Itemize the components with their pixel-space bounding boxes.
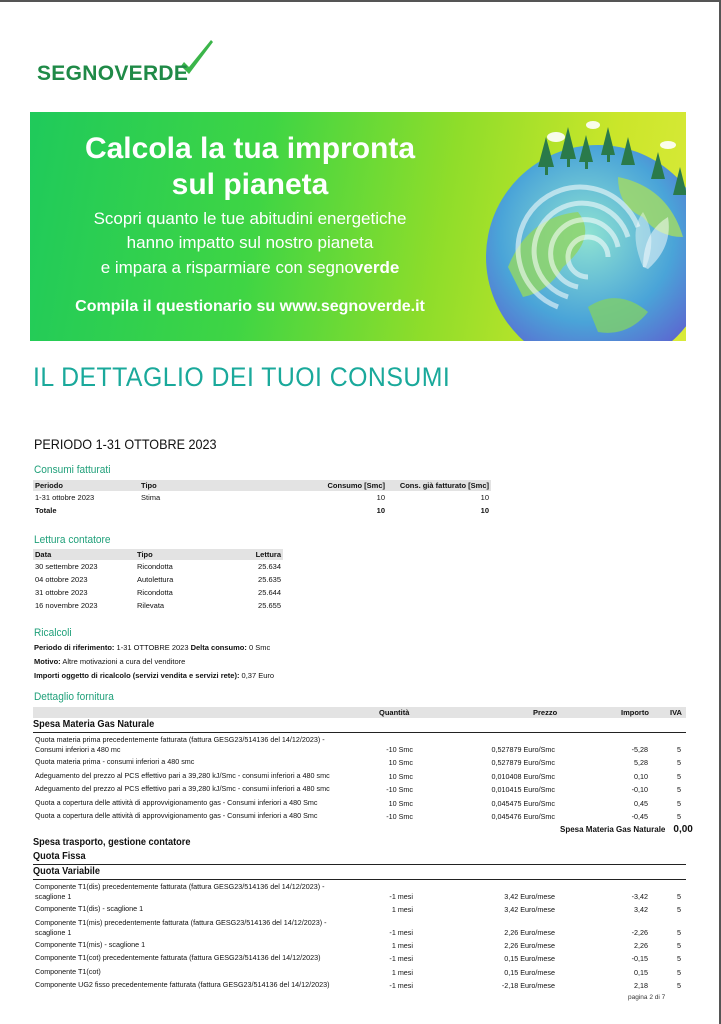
row-price: 0,045475 Euro/Smc xyxy=(491,798,555,808)
cell: 30 settembre 2023 xyxy=(35,562,98,571)
cell: Stima xyxy=(141,493,161,502)
group-materia: Spesa Materia Gas Naturale xyxy=(33,719,155,730)
row-vat: 5 xyxy=(677,771,681,781)
col-header: Data xyxy=(35,550,52,559)
col-header-quantita: Quantità xyxy=(379,708,410,717)
table-row xyxy=(33,491,491,504)
table-row xyxy=(33,573,283,586)
row-amount: -2,26 xyxy=(631,927,648,937)
row-vat: 5 xyxy=(677,927,681,937)
dettaglio-header-row xyxy=(33,707,686,718)
row-vat: 5 xyxy=(677,758,681,767)
ricalcoli-line-1 xyxy=(34,643,270,652)
row-quantity: -1 mesi xyxy=(389,892,413,901)
table-row xyxy=(33,939,686,953)
row-description: Quota a copertura delle attività di approvvigionamento gas - Consumi inferiori a 480 Smc xyxy=(35,811,318,820)
row-price: 0,15 Euro/mese xyxy=(504,967,555,977)
col-header: Tipo xyxy=(137,550,153,559)
row-description: Componente UG2 fisso precedentemente fatturata (fattura GESG23/514136 del 14/12/2023) xyxy=(35,980,330,989)
row-vat: 5 xyxy=(677,954,681,963)
row-vat: 5 xyxy=(677,905,681,914)
consumi-heading: Consumi fatturati xyxy=(34,464,111,476)
cell: Ricondotta xyxy=(137,562,173,571)
row-amount: -5,28 xyxy=(631,745,648,754)
table-row xyxy=(33,797,686,811)
row-price: 3,42 Euro/mese xyxy=(504,892,555,901)
row-description: Componente T1(dis) precedentemente fatturata (fattura GESG23/514136 del 14/12/2023) - xyxy=(35,882,325,891)
row-vat: 5 xyxy=(677,892,681,901)
group-quota-variabile: Quota Variabile xyxy=(33,866,100,877)
ricalcoli-line-3 xyxy=(34,671,274,680)
col-header-iva: IVA xyxy=(670,708,682,717)
cell: 10 xyxy=(480,493,489,502)
banner-subtitle-text: e impara a risparmiare con segno xyxy=(100,258,354,277)
row-amount: 0,10 xyxy=(634,771,648,781)
row-quantity: 1 mesi xyxy=(391,940,413,950)
table-row xyxy=(33,979,686,993)
logo-text: SEGNOVERDE xyxy=(37,62,189,85)
row-quantity: 10 Smc xyxy=(388,758,413,767)
row-price: 0,010408 Euro/Smc xyxy=(491,771,555,781)
table-row xyxy=(33,734,686,756)
row-description: Adeguamento del prezzo al PCS effettivo pari a 39,280 kJ/Smc - consumi inferiori a 480 smc xyxy=(35,770,330,780)
cell: 10 xyxy=(480,506,489,515)
page-number: pagina 2 di 7 xyxy=(628,994,666,1001)
cell: Rilevata xyxy=(137,601,165,610)
row-quantity: -1 mesi xyxy=(389,981,413,990)
label: Periodo di riferimento: xyxy=(34,643,115,652)
earth-globe-illustration xyxy=(468,117,686,341)
row-description: Adeguamento del prezzo al PCS effettivo pari a 39,280 kJ/Smc - consumi inferiori a 480 smc xyxy=(35,784,330,793)
row-quantity: -10 Smc xyxy=(386,812,413,821)
cell xyxy=(139,504,263,517)
table-row xyxy=(33,881,686,903)
table-header-row xyxy=(33,549,283,560)
col-header-importo: Importo xyxy=(621,708,649,717)
row-quantity: -10 Smc xyxy=(386,745,413,754)
cell: Autolettura xyxy=(137,575,174,584)
ricalcoli-line-2 xyxy=(34,657,185,666)
label: Importi oggetto di ricalcolo (servizi vendita e servizi rete): xyxy=(34,671,240,680)
row-description: Quota materia prima - consumi inferiori a 480 smc xyxy=(35,757,195,766)
cell: 25.655 xyxy=(258,601,281,610)
table-row xyxy=(33,783,686,797)
materia-subtotal xyxy=(560,824,693,835)
row-price: 0,045476 Euro/Smc xyxy=(491,812,555,821)
cell: 10 xyxy=(376,506,385,515)
row-price: 3,42 Euro/mese xyxy=(504,905,555,914)
table-row xyxy=(33,966,686,980)
value: 0 Smc xyxy=(246,643,271,652)
table-row xyxy=(33,586,283,599)
banner-subtitle-line1: Scopri quanto le tue abitudini energetiche xyxy=(93,209,407,228)
row-amount: 3,42 xyxy=(634,905,648,914)
cell: 31 ottobre 2023 xyxy=(35,588,88,597)
table-row xyxy=(33,560,283,573)
table-row xyxy=(33,599,283,612)
col-header-prezzo: Prezzo xyxy=(533,708,558,717)
row-description: Componente T1(mis) - scaglione 1 xyxy=(35,939,146,949)
cell: 04 ottobre 2023 xyxy=(35,575,88,584)
cell: Ricondotta xyxy=(137,588,173,597)
cell: Totale xyxy=(35,506,57,515)
table-row xyxy=(33,952,686,966)
row-vat: 5 xyxy=(677,798,681,808)
row-price: 2,26 Euro/mese xyxy=(504,940,555,950)
value: 0,37 Euro xyxy=(239,671,275,680)
row-quantity: 10 Smc xyxy=(388,798,413,808)
table-row xyxy=(33,810,686,824)
table-row xyxy=(33,756,686,770)
row-vat: 5 xyxy=(677,967,681,977)
table-row xyxy=(33,770,686,784)
row-description: Componente T1(cot) precedentemente fatturata (fattura GESG23/514136 del 14/12/2023) xyxy=(35,953,321,962)
col-header: Consumo [Smc] xyxy=(327,481,385,490)
total-row xyxy=(33,504,491,517)
label: Delta consumo: xyxy=(190,643,247,652)
group-quota-fissa: Quota Fissa xyxy=(33,851,86,862)
subtotal-label: Spesa Materia Gas Naturale xyxy=(560,825,666,834)
row-quantity: -1 mesi xyxy=(389,927,413,937)
cell: 16 novembre 2023 xyxy=(35,601,98,610)
col-header: Lettura xyxy=(255,550,281,559)
row-quantity: -10 Smc xyxy=(386,785,413,794)
col-header: Periodo xyxy=(35,481,63,490)
row-price: 0,527879 Euro/Smc xyxy=(491,758,555,767)
divider xyxy=(33,732,686,733)
row-price: 0,527879 Euro/Smc xyxy=(491,745,555,754)
lettura-table xyxy=(33,549,283,612)
group-trasporto: Spesa trasporto, gestione contatore xyxy=(33,837,191,848)
cell: 25.634 xyxy=(258,562,281,571)
subtotal-value: 0,00 xyxy=(673,824,693,835)
row-vat: 5 xyxy=(677,940,681,950)
banner-cta[interactable]: Compila il questionario su www.segnoverde.it xyxy=(75,298,425,315)
divider xyxy=(33,864,686,865)
dettaglio-heading: Dettaglio fornitura xyxy=(34,691,114,703)
row-description: Componente T1(dis) - scaglione 1 xyxy=(35,904,144,913)
row-quantity: -1 mesi xyxy=(389,954,413,963)
banner-brand-word: verde xyxy=(353,258,400,277)
segnoverde-logo xyxy=(37,40,237,86)
row-vat: 5 xyxy=(677,745,681,754)
banner-title-line1: Calcola la tua impronta xyxy=(84,132,416,165)
row-description-cont: Consumi inferiori a 480 mc xyxy=(35,745,121,754)
row-amount: 2,18 xyxy=(634,981,648,990)
value: Altre motivazioni a cura del venditore xyxy=(60,657,186,666)
col-header: Cons. già fatturato [Smc] xyxy=(399,481,489,490)
cell: 25.635 xyxy=(258,575,281,584)
row-amount: 0,45 xyxy=(634,798,648,808)
row-quantity: 1 mesi xyxy=(391,905,413,914)
banner-subtitle-line3 xyxy=(30,257,470,279)
table-header-row xyxy=(33,480,491,491)
period-heading: PERIODO 1-31 OTTOBRE 2023 xyxy=(34,436,217,452)
table-row xyxy=(33,903,686,917)
row-description: Componente T1(mis) precedentemente fatturata (fattura GESG23/514136 del 14/12/2023) - xyxy=(35,917,327,927)
row-description-cont: scaglione 1 xyxy=(35,927,72,937)
row-amount: 0,15 xyxy=(634,967,648,977)
row-amount: -3,42 xyxy=(631,892,648,901)
divider xyxy=(33,879,686,880)
row-amount: -0,10 xyxy=(631,785,648,794)
promo-banner[interactable] xyxy=(30,112,686,341)
lettura-heading: Lettura contatore xyxy=(34,534,111,546)
row-description: Quota materia prima precedentemente fatturata (fattura GESG23/514136 del 14/12/2023) - xyxy=(35,735,325,744)
ricalcoli-heading: Ricalcoli xyxy=(34,627,72,639)
row-description: Quota a copertura delle attività di approvvigionamento gas - Consumi inferiori a 480 Smc xyxy=(35,797,318,807)
cell: 25.644 xyxy=(258,588,281,597)
row-amount: -0,15 xyxy=(631,954,648,963)
row-amount: -0,45 xyxy=(631,812,648,821)
row-vat: 5 xyxy=(677,812,681,821)
row-quantity: 10 Smc xyxy=(388,771,413,781)
row-amount: 5,28 xyxy=(634,758,648,767)
banner-title-line2: sul pianeta xyxy=(171,168,329,201)
row-quantity: 1 mesi xyxy=(391,967,413,977)
row-price: 0,15 Euro/mese xyxy=(504,954,555,963)
col-header: Tipo xyxy=(141,481,157,490)
table-row xyxy=(33,917,686,939)
cell: 1-31 ottobre 2023 xyxy=(35,493,95,502)
row-vat: 5 xyxy=(677,981,681,990)
page-frame-top xyxy=(0,0,721,2)
label: Motivo: xyxy=(34,657,61,666)
section-title: IL DETTAGLIO DEI TUOI CONSUMI xyxy=(33,362,451,392)
row-description-cont: scaglione 1 xyxy=(35,892,72,901)
banner-subtitle-line2: hanno impatto sul nostro pianeta xyxy=(126,233,374,252)
value: 1-31 OTTOBRE 2023 xyxy=(114,643,191,652)
row-vat: 5 xyxy=(677,785,681,794)
row-amount: 2,26 xyxy=(634,940,648,950)
row-price: -2,18 Euro/mese xyxy=(501,981,555,990)
row-description: Componente T1(cot) xyxy=(35,966,101,976)
cell: 10 xyxy=(376,493,385,502)
row-price: 0,010415 Euro/Smc xyxy=(491,785,555,794)
row-price: 2,26 Euro/mese xyxy=(504,927,555,937)
consumi-table xyxy=(33,480,491,517)
